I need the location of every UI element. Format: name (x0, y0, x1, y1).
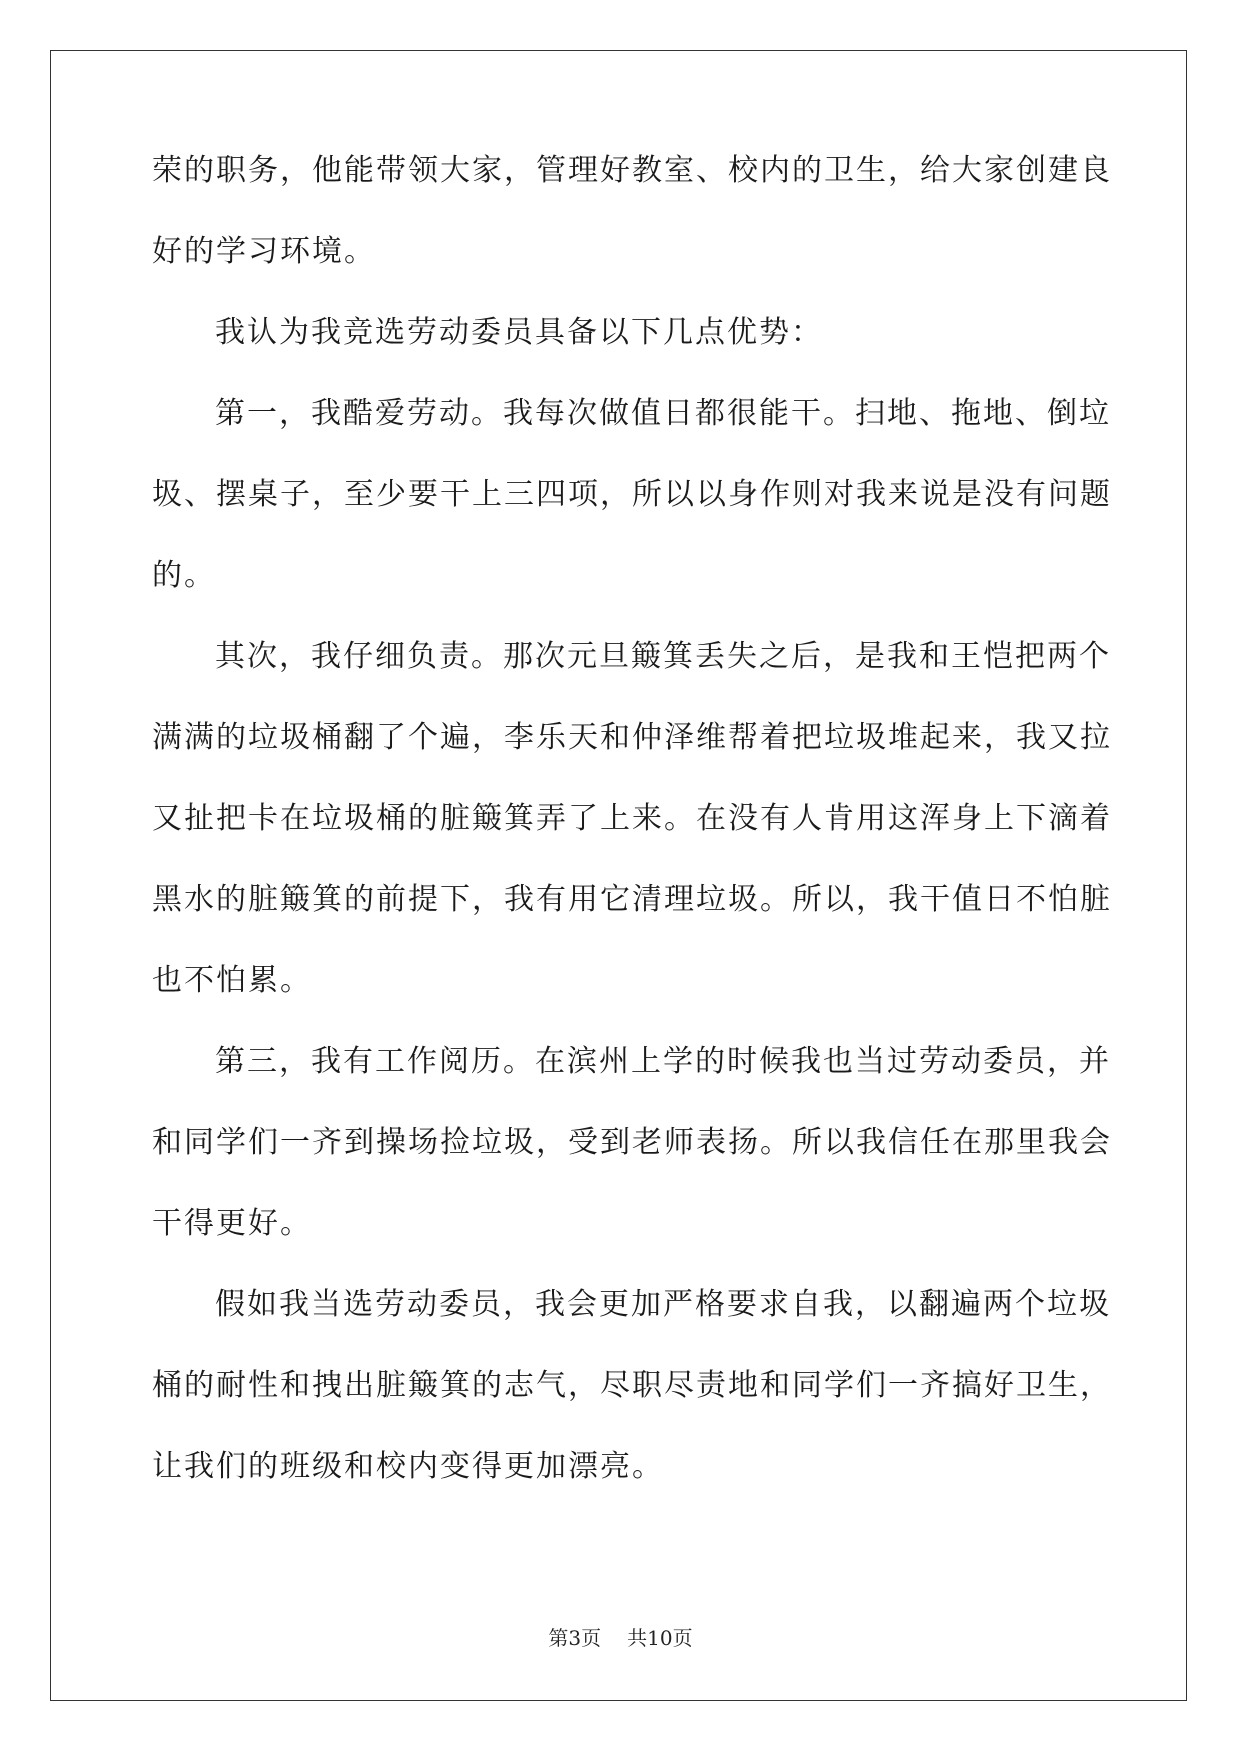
body-line: 好的学习环境。 (152, 234, 376, 269)
body-line: 其次，我仔细负责。那次元旦簸箕丢失之后，是我和王恺把两个 (215, 639, 1111, 674)
page-footer (0, 1626, 1241, 1650)
body-line: 桶的耐性和拽出脏簸箕的志气，尽职尽责地和同学们一齐搞好卫生， (152, 1368, 1112, 1403)
page-number-total: 共10页 (627, 1626, 693, 1650)
body-line: 干得更好。 (152, 1206, 312, 1241)
body-line: 让我们的班级和校内变得更加漂亮。 (152, 1449, 664, 1484)
body-line: 第三，我有工作阅历。在滨州上学的时候我也当过劳动委员，并 (215, 1044, 1111, 1079)
body-line: 黑水的脏簸箕的前提下，我有用它清理垃圾。所以，我干值日不怕脏 (152, 882, 1112, 917)
body-line: 的。 (152, 558, 216, 593)
body-line: 满满的垃圾桶翻了个遍，李乐天和仲泽维帮着把垃圾堆起来，我又拉 (152, 720, 1112, 755)
body-line: 荣的职务，他能带领大家，管理好教室、校内的卫生，给大家创建良 (152, 153, 1112, 188)
body-line: 也不怕累。 (152, 963, 312, 998)
document-body (152, 150, 1112, 1487)
body-line: 假如我当选劳动委员，我会更加严格要求自我，以翻遍两个垃圾 (215, 1287, 1111, 1322)
body-line: 我认为我竞选劳动委员具备以下几点优势： (215, 315, 823, 350)
body-line: 圾、摆桌子，至少要干上三四项，所以以身作则对我来说是没有问题 (152, 477, 1112, 512)
body-line: 又扯把卡在垃圾桶的脏簸箕弄了上来。在没有人肯用这浑身上下滴着 (152, 801, 1112, 836)
body-line: 第一，我酷爱劳动。我每次做值日都很能干。扫地、拖地、倒垃 (215, 396, 1111, 431)
page-number-current: 第3页 (548, 1626, 602, 1650)
body-line: 和同学们一齐到操场捡垃圾，受到老师表扬。所以我信任在那里我会 (152, 1125, 1112, 1160)
